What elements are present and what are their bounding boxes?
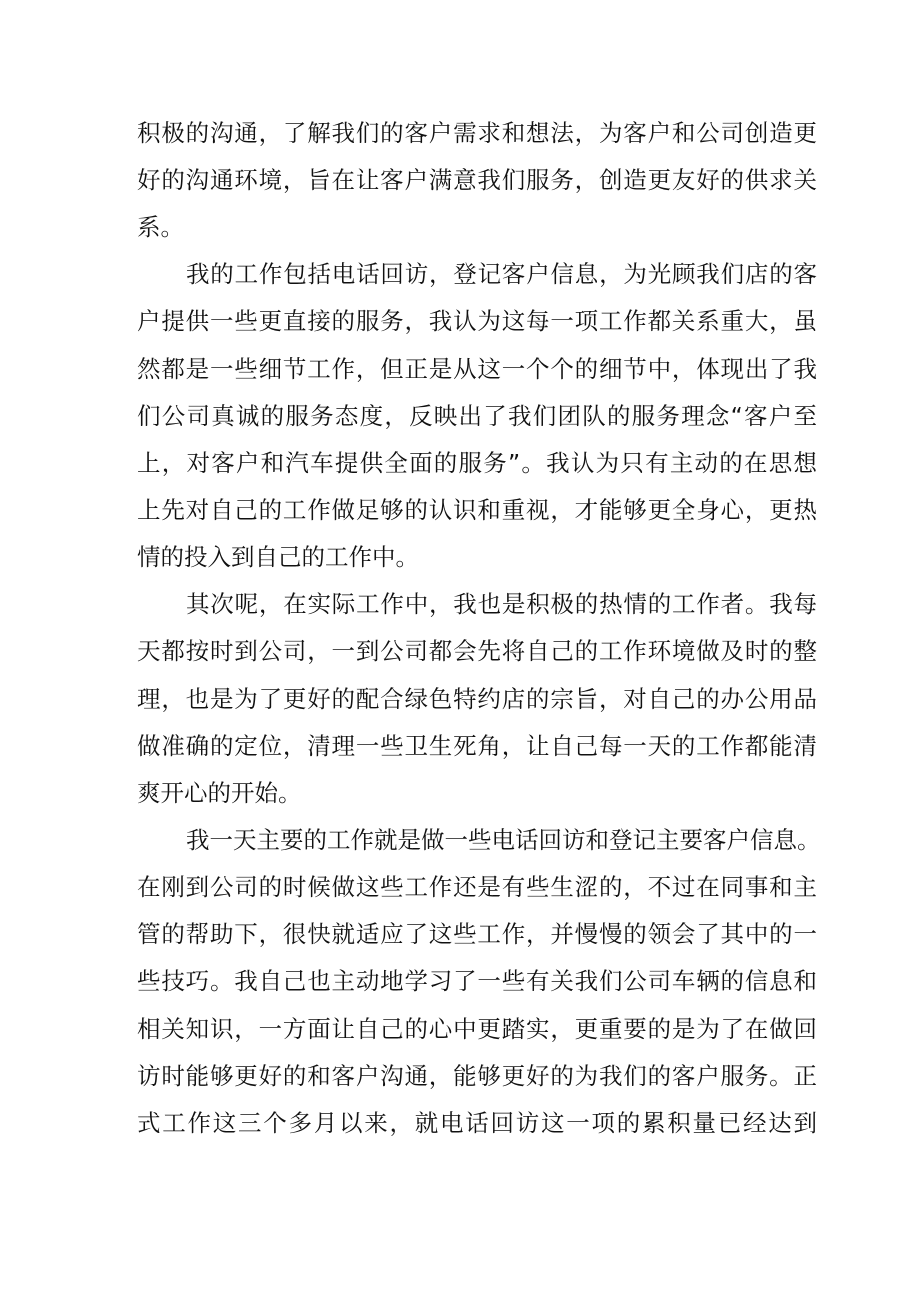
- text-line: 天都按时到公司，一到公司都会先将自己的工作环境做及时的整: [137, 637, 817, 665]
- text-line: 上，对客户和汽车提供全面的服务”。我认为只有主动的在思想: [137, 449, 817, 477]
- text-line: 访时能够更好的和客户沟通，能够更好的为我们的客户服务。正: [137, 1062, 817, 1090]
- text-line: 些技巧。我自己也主动地学习了一些有关我们公司车辆的信息和: [137, 967, 817, 995]
- text-line: 户提供一些更直接的服务，我认为这每一项工作都关系重大，虽: [137, 307, 817, 335]
- text-line: 式工作这三个多月以来，就电话回访这一项的累积量已经达到: [137, 1109, 817, 1137]
- text-line: 在刚到公司的时候做这些工作还是有些生涩的，不过在同事和主: [137, 873, 817, 901]
- text-line: 好的沟通环境，旨在让客户满意我们服务，创造更友好的供求关: [137, 166, 817, 194]
- text-line: 系。: [137, 213, 184, 241]
- text-line: 然都是一些细节工作，但正是从这一个个的细节中，体现出了我: [137, 355, 817, 383]
- text-line: 理，也是为了更好的配合绿色特约店的宗旨，对自己的办公用品: [137, 685, 817, 713]
- text-line: 爽开心的开始。: [137, 779, 302, 807]
- text-line: 我的工作包括电话回访，登记客户信息，为光顾我们店的客: [186, 260, 817, 288]
- text-line: 其次呢，在实际工作中，我也是积极的热情的工作者。我每: [186, 590, 817, 618]
- text-line: 上先对自己的工作做足够的认识和重视，才能够更全身心，更热: [137, 496, 817, 524]
- text-line: 积极的沟通，了解我们的客户需求和想法，为客户和公司创造更: [137, 119, 817, 147]
- text-line: 相关知识，一方面让自己的心中更踏实，更重要的是为了在做回: [137, 1015, 817, 1043]
- text-line: 做准确的定位，清理一些卫生死角，让自己每一天的工作都能清: [137, 732, 817, 760]
- text-line: 情的投入到自己的工作中。: [137, 543, 419, 571]
- text-line: 管的帮助下，很快就适应了这些工作，并慢慢的领会了其中的一: [137, 920, 817, 948]
- text-line: 我一天主要的工作就是做一些电话回访和登记主要客户信息。: [186, 826, 821, 854]
- text-line: 们公司真诚的服务态度，反映出了我们团队的服务理念“客户至: [137, 402, 817, 430]
